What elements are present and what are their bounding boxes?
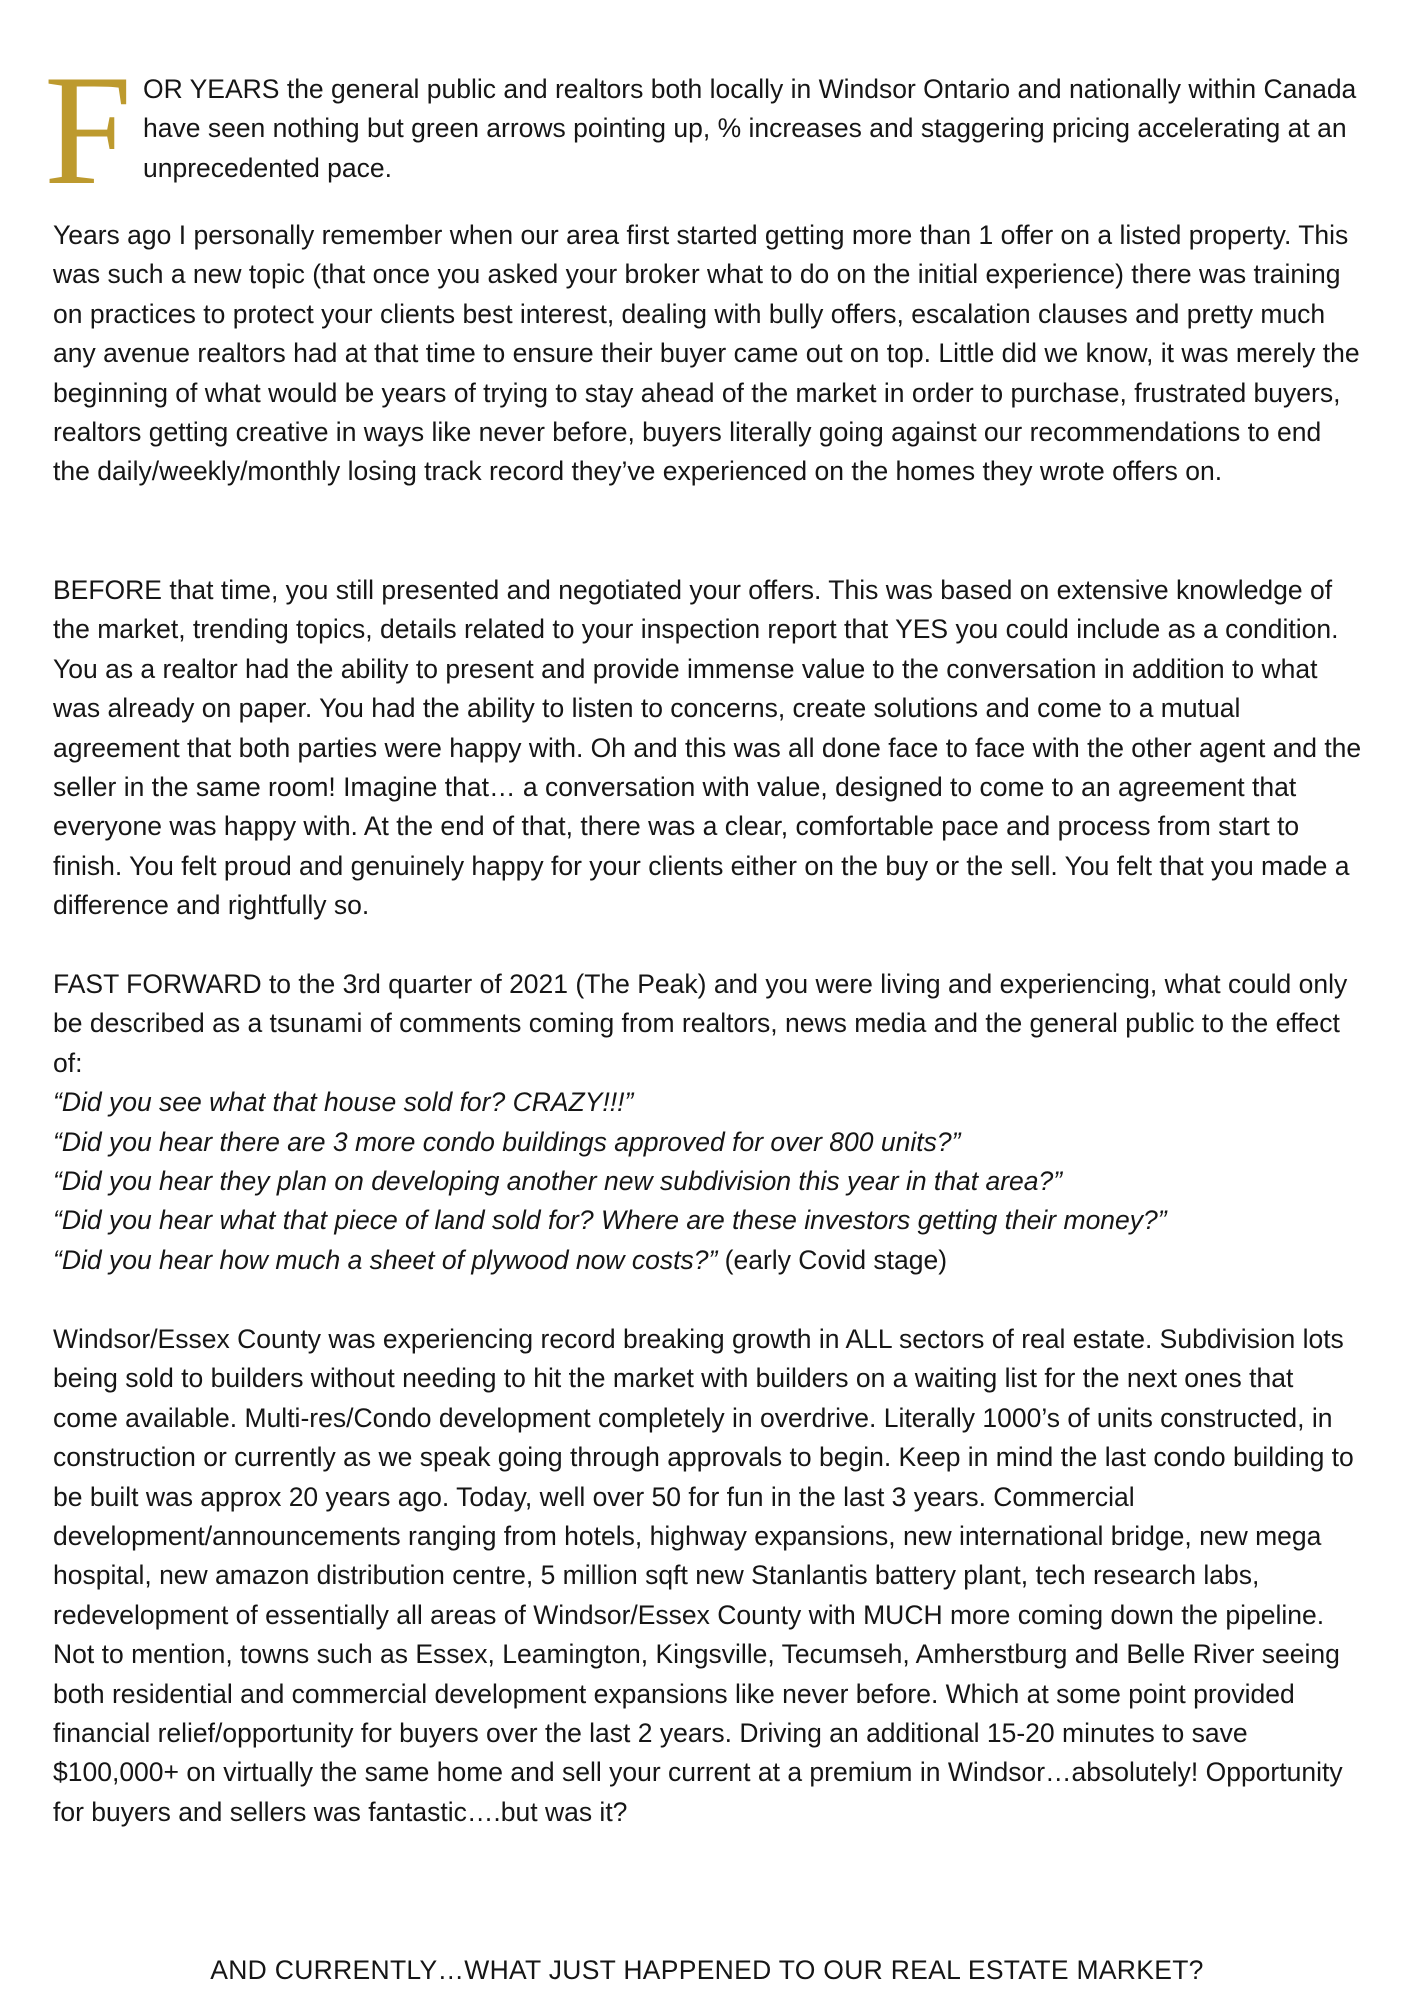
quote-suffix: (early Covid stage) (717, 1244, 948, 1275)
quote-condo-buildings: “Did you hear there are 3 more condo buildings approved for over 800 units?” (53, 1126, 961, 1157)
paragraph-windsor-growth: Windsor/Essex County was experiencing record breaking growth in ALL sectors of real estate. Subdivision lots being sold to builders without needing to hit the market with builders on a waiting list for the next ones that come available. Multi-res/Condo development completely in overdrive. Literally 1000’s of units constructed, in construction or currently as we speak going through approvals to begin. Keep in mind the last condo building to be built was approx 20 years ago. Today, well over 50 for fun in the last 3 years. Commercial development/announcements ranging from hotels, highway expansions, new international bridge, new mega hospital, new amazon distribution centre, 5 million sqft new Stanlantis battery plant, tech research labs, redevelopment of essentially all areas of Windsor/Essex County with MUCH more coming down the pipeline. Not to mention, towns such as Essex, Leamington, Kingsville, Tecumseh, Amherstburg and Belle River seeing both residential and commercial development expansions like never before. Which at some point provided financial relief/opportunity for buyers over the last 2 years. Driving an additional 15-20 minutes to save $100,000+ on virtually the same home and sell your current at a premium in Windsor…absolutely! Opportunity for buyers and sellers was fantastic….but was it? (53, 1324, 1354, 1827)
quote-land-sold: “Did you hear what that piece of land sold for? Where are these investors getting their money?” (53, 1205, 1167, 1236)
paragraph-fast-forward: FAST FORWARD to the 3rd quarter of 2021 (The Peak) and you were living and experiencing, what could only be described as a tsunami of comments coming from realtors, news media and the general public to the effect of: (53, 969, 1348, 1078)
fast-forward-block (53, 965, 1365, 1280)
intro-paragraph: OR YEARS the general public and realtors both locally in Windsor Ontario and nationally within Canada have seen nothing but green arrows pointing up, % increases and staggering pricing accelerating at an unprecedented pace. (143, 74, 1357, 183)
quote-plywood-cost: “Did you hear how much a sheet of plywood now costs?” (53, 1244, 718, 1275)
paragraph-multiple-offers: Years ago I personally remember when our area first started getting more than 1 offer on a listed property. This was such a new topic (that once you asked your broker what to do on the initial experience) there was training on practices to protect your clients best interest, dealing with bully offers, escalation clauses and pretty much any avenue realtors had at that time to ensure their buyer came out on top. Little did we know, it was merely the beginning of what would be years of trying to stay ahead of the market in order to purchase, frustrated buyers, realtors getting creative in ways like never before, buyers literally going against our recommendations to end the daily/weekly/monthly losing track record they’ve experienced on the homes they wrote offers on. (53, 220, 1360, 487)
quote-new-subdivision: “Did you hear they plan on developing another new subdivision this year in that area?” (53, 1166, 1063, 1197)
paragraph-before-that-time: BEFORE that time, you still presented and negotiated your offers. This was based on extensive knowledge of the market, trending topics, details related to your inspection report that YES you could include as a condition. You as a realtor had the ability to present and provide immense value to the conversation in addition to what was already on paper. You had the ability to listen to concerns, create solutions and come to a mutual agreement that both parties were happy with. Oh and this was all done face to face with the other agent and the seller in the same room! Imagine that… a conversation with value, designed to come to an agreement that everyone was happy with. At the end of that, there was a clear, comfortable pace and process from start to finish. You felt proud and genuinely happy for your clients either on the buy or the sell. You felt that you made a difference and rightfully so. (53, 575, 1362, 921)
drop-cap: F (44, 43, 132, 218)
closing-heading: AND CURRENTLY…WHAT JUST HAPPENED TO OUR REAL ESTATE MARKET? (210, 1955, 1204, 1985)
quote-house-sold: “Did you see what that house sold for? CRAZY!!!” (53, 1087, 634, 1118)
